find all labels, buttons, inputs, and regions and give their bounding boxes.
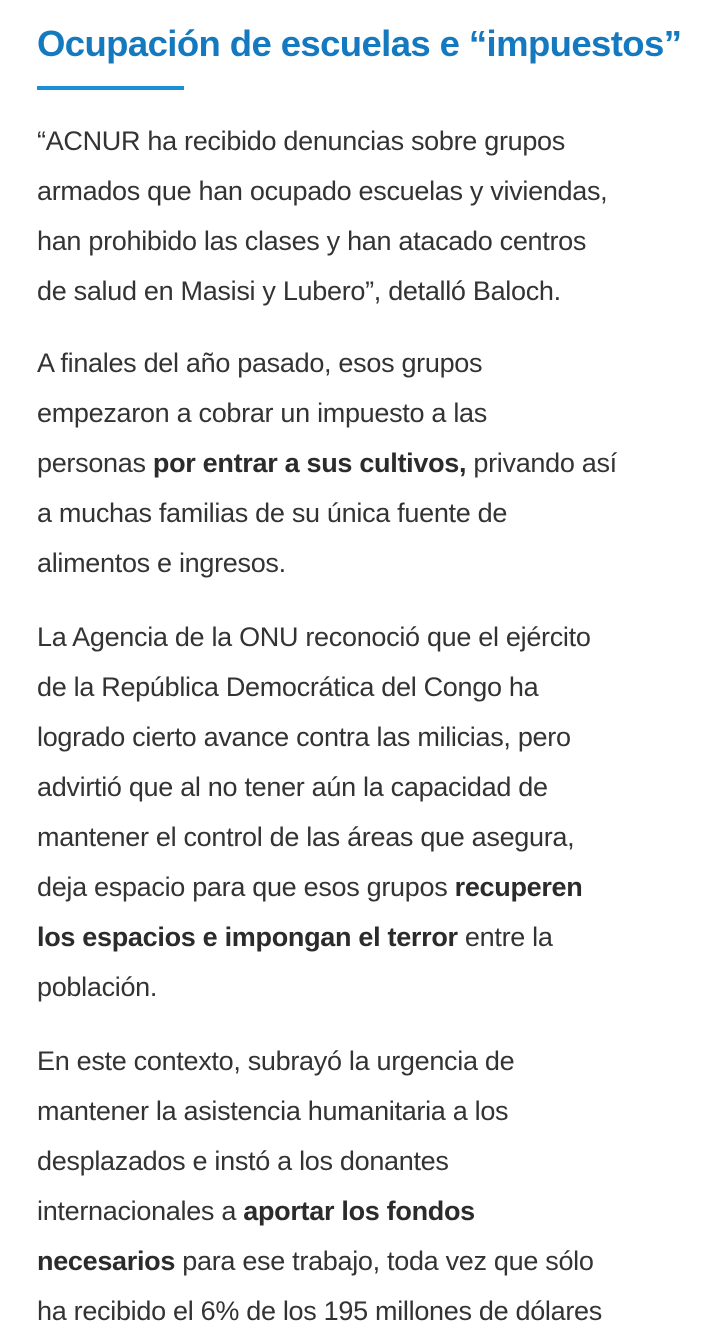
text-segment: internacionales a [37, 1196, 244, 1226]
text-line: de salud en Masisi y Lubero”, detalló Baloch. [37, 276, 561, 306]
text-line: mantener la asistencia humanitaria a los [37, 1096, 509, 1126]
bold-phrase: aportar los fondos [243, 1196, 475, 1226]
text-line: a muchas familias de su única fuente de [37, 498, 508, 528]
paragraph-impuesto [37, 338, 707, 588]
paragraph-contexto [37, 1036, 707, 1336]
text-line: La Agencia de la ONU reconoció que el ejército [37, 622, 591, 652]
bold-phrase: por entrar a sus cultivos, [152, 448, 467, 478]
paragraph-agencia-onu [37, 612, 707, 1012]
text-line [37, 438, 707, 488]
text-line: han prohibido las clases y han atacado centros [37, 226, 587, 256]
text-line: empezaron a cobrar un impuesto a las [37, 398, 487, 428]
text-line: A finales del año pasado, esos grupos [37, 348, 483, 378]
bold-phrase: recuperen [454, 872, 583, 902]
text-line: armados que han ocupado escuelas y viviendas, [37, 176, 608, 206]
text-line: mantener el control de las áreas que asegura, [37, 822, 575, 852]
text-line: desplazados e instó a los donantes [37, 1146, 449, 1176]
text-segment: privando así [466, 448, 617, 478]
text-line: ha recibido el 6% de los 195 millones de dólares [37, 1296, 602, 1326]
text-segment: personas [37, 448, 153, 478]
text-line: advirtió que al no tener aún la capacidad de [37, 772, 548, 802]
text-line: de la República Democrática del Congo ha [37, 672, 539, 702]
text-line [37, 1186, 707, 1236]
heading-underline [37, 86, 184, 90]
section-heading: Ocupación de escuelas e “impuestos” [37, 23, 682, 64]
text-segment: deja espacio para que esos grupos [37, 872, 455, 902]
article-body [37, 0, 707, 1336]
text-line: “ACNUR ha recibido denuncias sobre grupos [37, 126, 565, 156]
text-segment: para ese trabajo, toda vez que sólo [175, 1246, 594, 1276]
bold-phrase: los espacios e impongan el terror [37, 922, 458, 952]
text-line: logrado cierto avance contra las milicias, pero [37, 722, 571, 752]
text-line [37, 912, 707, 962]
bold-phrase: necesarios [37, 1246, 176, 1276]
text-line: alimentos e ingresos. [37, 548, 286, 578]
text-segment: entre la [457, 922, 553, 952]
text-line [37, 862, 707, 912]
text-line: población. [37, 972, 158, 1002]
text-line [37, 1236, 707, 1286]
text-line: En este contexto, subrayó la urgencia de [37, 1046, 515, 1076]
paragraph-acnur-denuncias [37, 116, 707, 316]
